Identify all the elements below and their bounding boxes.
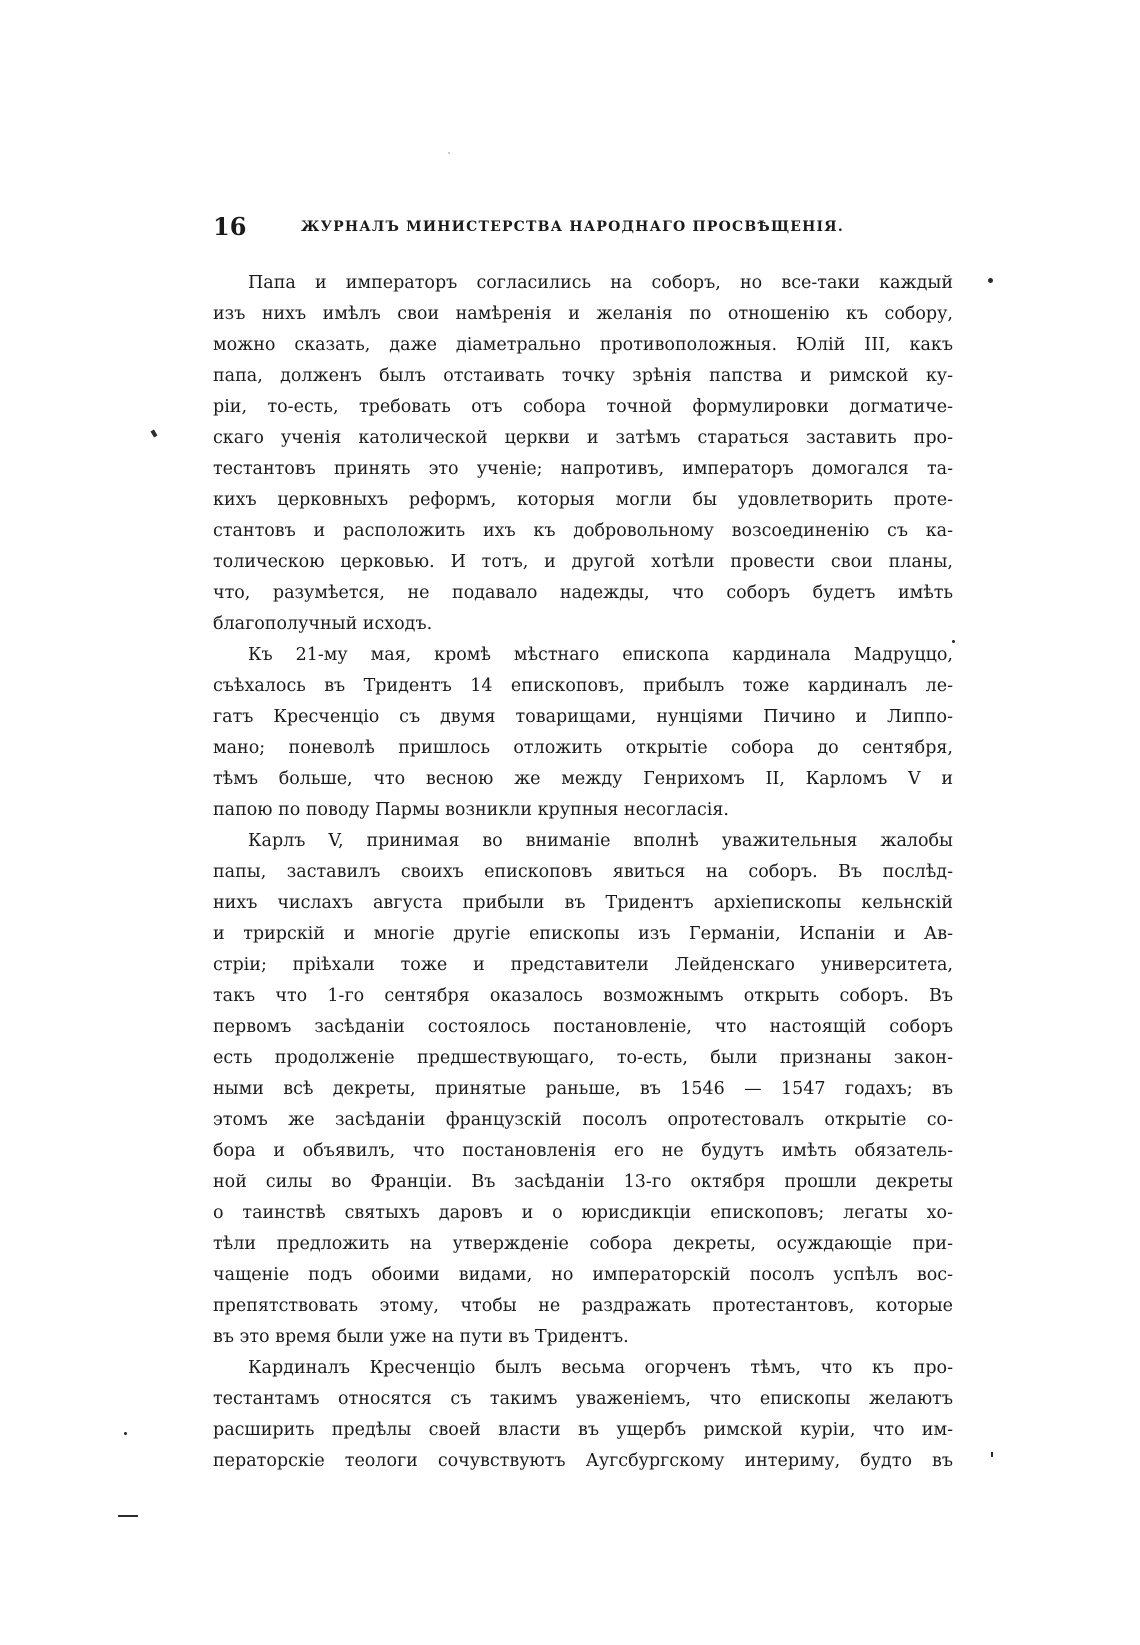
text-line: этомъ же засѣданіи французскій посолъ опротестовалъ открытіе со-: [213, 1110, 953, 1130]
text-line: тѣли предложить на утвержденіе собора декреты, осуждающіе при-: [213, 1234, 953, 1254]
text-line: и трирскій и многіе другіе епископы изъ Германіи, Испаніи и Ав-: [213, 924, 953, 944]
text-line: что, разумѣется, не подавало надежды, что соборъ будетъ имѣть: [213, 583, 953, 603]
scan-speck: [151, 429, 158, 437]
scan-speck: [124, 1432, 127, 1435]
text-line: чащеніе подъ обоими видами, но императорскій посолъ успѣлъ вос-: [213, 1265, 953, 1285]
text-line: расширить предѣлы своей власти въ ущербъ римской куріи, что им-: [213, 1420, 953, 1440]
text-line: кихъ церковныхъ реформъ, которыя могли бы удовлетворить проте-: [213, 490, 953, 510]
text-line: мано; поневолѣ пришлось отложить открытіе собора до сентября,: [213, 738, 953, 758]
text-line: стріи; пріѣхали тоже и представители Лейденскаго университета,: [213, 955, 953, 975]
text-line: ріи, то-есть, требовать отъ собора точной формулировки догматиче-: [213, 397, 953, 417]
text-line: тѣмъ больше, что весною же между Генрихомъ II, Карломъ V и: [213, 769, 953, 789]
scan-speck: [952, 640, 955, 643]
text-line: скаго ученія католической церкви и затѣмъ стараться заставить про-: [213, 428, 953, 448]
text-line: изъ нихъ имѣлъ свои намѣренія и желанія по отношенію къ собору,: [213, 304, 953, 324]
text-line: съѣхалось въ Тридентъ 14 епископовъ, прибылъ тоже кардиналъ ле-: [213, 676, 953, 696]
text-line: Карлъ V, принимая во вниманіе вполнѣ уважительныя жалобы: [248, 831, 953, 851]
text-line: нихъ числахъ августа прибыли въ Тридентъ архіепископы кельнскій: [213, 893, 953, 913]
text-line: есть продолженіе предшествующаго, то-есть, были признаны закон-: [213, 1048, 953, 1068]
text-line: Къ 21-му мая, кромѣ мѣстнаго епископа кардинала Мадруццо,: [248, 645, 953, 665]
text-line: бора и объявилъ, что постановленія его не будутъ имѣть обязатель-: [213, 1141, 953, 1161]
text-line: ной силы во Франціи. Въ засѣданіи 13-го октября прошли декреты: [213, 1172, 953, 1192]
text-line: ператорскіе теологи сочувствуютъ Аугсбургскому интериму, будто въ: [213, 1451, 953, 1471]
text-line: тестантамъ относятся съ такимъ уваженіемъ, что епископы желаютъ: [213, 1389, 953, 1409]
text-line: о таинствѣ святыхъ даровъ и о юрисдикціи епископовъ; легаты хо-: [213, 1203, 953, 1223]
text-line: Кардиналъ Кресченціо былъ весьма огорченъ тѣмъ, что къ про-: [248, 1358, 953, 1378]
scan-speck: [988, 278, 993, 283]
text-line: папа, долженъ былъ отстаивать точку зрѣнія папства и римской ку-: [213, 366, 953, 386]
text-line: препятствовать этому, чтобы не раздражать протестантовъ, которые: [213, 1296, 953, 1316]
text-line: тестантовъ принять это ученіе; напротивъ, императоръ домогался та-: [213, 459, 953, 479]
text-line: можно сказать, даже діаметрально противоположныя. Юлій III, какъ: [213, 335, 953, 355]
text-line: стантовъ и расположить ихъ къ добровольному возсоединенію съ ка-: [213, 521, 953, 541]
text-line: толическою церковью. И тотъ, и другой хотѣли провести свои планы,: [213, 552, 953, 572]
running-title: ЖУРНАЛЪ МИНИСТЕРСТВА НАРОДНАГО ПРОСВѢЩЕНІЯ.: [301, 219, 844, 235]
body-text: [213, 268, 953, 1477]
scan-speck: [448, 152, 450, 154]
scan-dash-mark: [118, 1515, 138, 1517]
text-line: Папа и императоръ согласились на соборъ, но все-таки каждый: [248, 273, 953, 293]
text-line: такъ что 1-го сентября оказалось возможнымъ открыть соборъ. Въ: [213, 986, 953, 1006]
text-line: гатъ Кресченціо съ двумя товарищами, нунціями Пичино и Липпо-: [213, 707, 953, 727]
text-line: ными всѣ декреты, принятые раньше, въ 1546 — 1547 годахъ; въ: [213, 1079, 953, 1099]
text-line: папою по поводу Пармы возникли крупныя несогласія.: [213, 800, 729, 820]
text-line: первомъ засѣданіи состоялось постановленіе, что настоящій соборъ: [213, 1017, 953, 1037]
text-line: въ это время были уже на пути въ Тридентъ.: [213, 1327, 629, 1347]
page-number: 16: [213, 212, 247, 241]
text-line: папы, заставилъ своихъ епископовъ явиться на соборъ. Въ послѣд-: [213, 862, 953, 882]
page-header: [213, 210, 953, 244]
text-line: благополучный исходъ.: [213, 614, 433, 634]
scan-speck: [991, 1452, 993, 1457]
